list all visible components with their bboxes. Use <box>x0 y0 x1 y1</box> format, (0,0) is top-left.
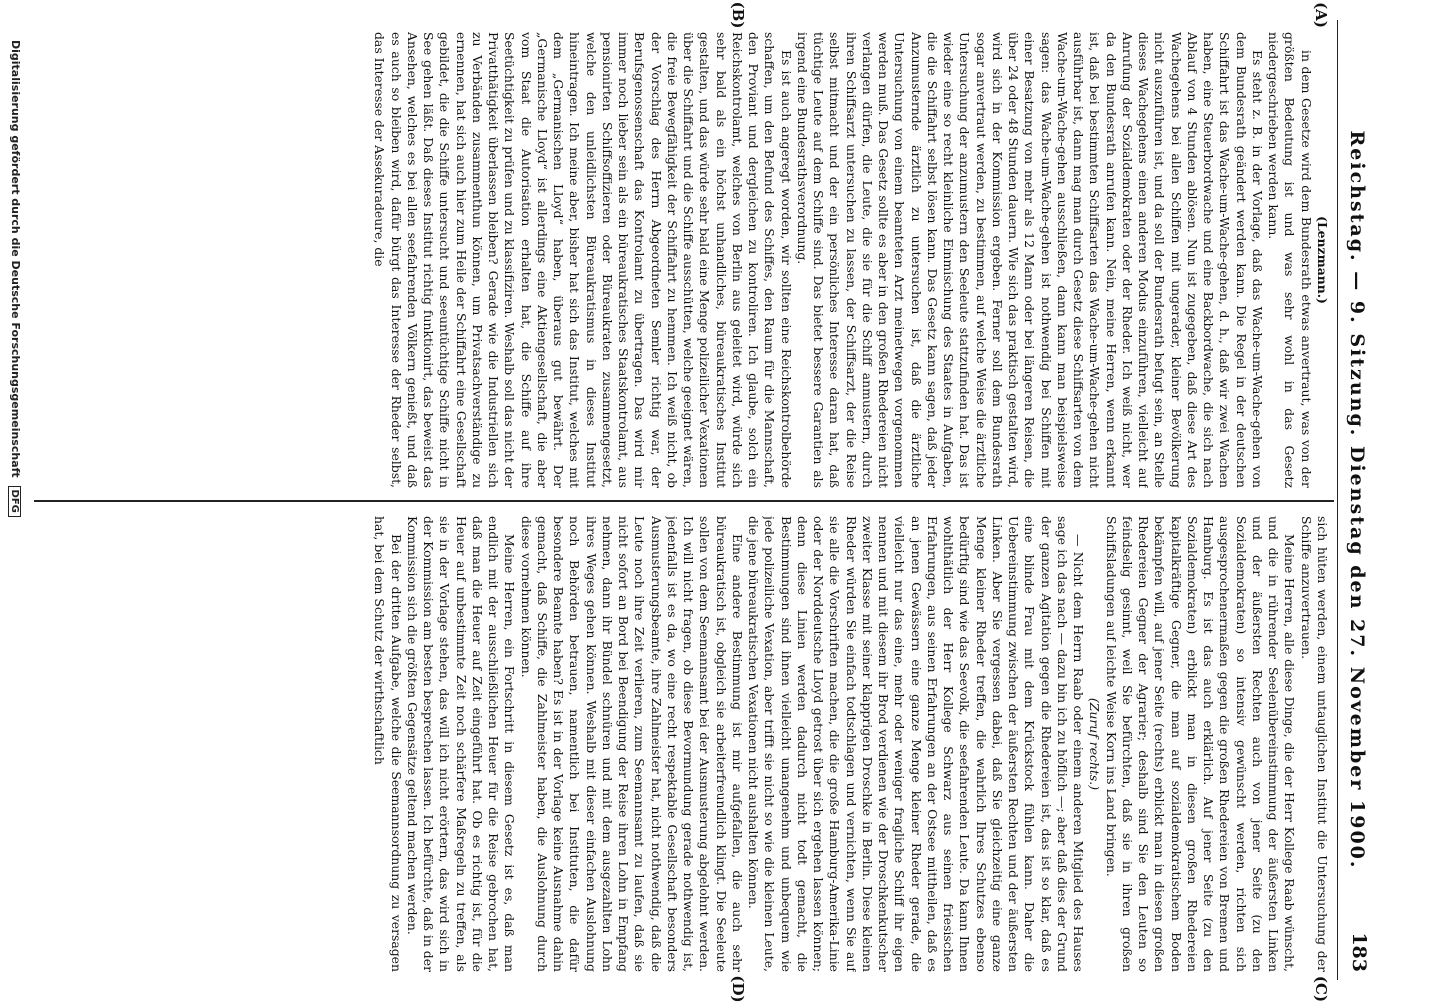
right-column <box>30 516 1330 972</box>
page-header <box>1340 20 1374 980</box>
page-number: 183 <box>1348 932 1370 972</box>
paragraph: Es steht z. B. in der Vorlage, daß das Wache-um-Wache-gehen von dem Bundesrath geändert werden kann. Die Regel in der deutschen Schiffahrt ist das Wache-um-Wache-gehen, d. h., daß wir zwei Wachen haben, eine Steuerbordwache und eine Backbordwache, die sich nach Ablauf von 4 Stunden ablösen. Nun ist zugegeben, daß diese Art des Wachegehens bei allen Schiffen mit ungerader, kleiner Bevölkerung nicht auszuführen ist, und da soll der Bundesrath befugt sein, an Stelle dieses Wachegehens einen anderen Modus einzuführen, vielleicht auf Anrufung der Sozialdemokraten oder der Rheder. Ich weiß nicht, wer da den Bundesrath anrufen kann. Nein, meine Herren, wenn erkannt ist, daß bei bestimmten Schiffsarten das Wache-um-Wache-gehen nicht ausführbar ist, dann mag man durch Gesetz diese Schiffsarten von dem Wache-um-Wache-gehen ausschließen, dann kann man beispielsweise sagen: das Wache-um-Wache-gehen ist nothwendig bei Schiffen mit einer Besatzung von mehr als 12 Mann oder bei längeren Reisen, die über 24 oder 48 Stunden dauern. Wie sich das praktisch gestalten wird, wird sich in der Kommission ergeben. Ferner soll dem Bundesrath sogar anvertraut werden, zu bestimmen, auf welche Weise die ärztliche Untersuchung der anzumustern den Seeleute stattzufinden hat. Das ist wieder eine so recht kleinliche Einmischung des Staates in Aufgaben, die die Schiffahrt selbst lösen kann. Das Gesetz kann sagen, daß jeder Anzumusternde ärztlich zu untersuchen ist, daß die ärztliche Untersuchung von einem beamteten Arzt meinetwegen vorgenommen werden muß. Das Gesetz sollte es aber in den großen Rhedereien nicht verlangen dürfen, die Leute, die sie für die Schiff anmustern, durch ihren Schiffsarzt untersuchen zu lassen, der Schiffsarzt, der die Reise selbst mitmacht und der ein persönliches Interesse daran hat, daß tüchtige Leute auf dem Schiffe sind. Das bietet bessere Garantien als irgend eine Bundesrathsverordnung. <box>795 32 1265 488</box>
paragraph: sich hüten werden, einem untauglichen Institut die Untersuchung der Schiffe anzuvertrauen. <box>1298 516 1330 972</box>
digitization-credit <box>8 40 22 940</box>
left-column <box>30 32 1330 488</box>
column-divider <box>34 500 1334 502</box>
running-title: Reichstag. — 9. Sitzung. Dienstag den 27. November 1900. <box>1346 130 1368 870</box>
credit-text: Digitalisierung gefördert durch die Deutsche Forschungsgemeinschaft <box>9 40 22 478</box>
dfg-logo: DFG <box>8 486 21 517</box>
paragraph: Es ist auch angeregt worden, wir sollten eine Reichskontrolbehörde schaffen, um den Befund des Schiffes, den Raum für die Mannschaft, den Proviant und dergleichen zu kontroliren. Ich glaube, solch ein Reichskontrolamt, welches von Berlin aus geleitet wird, würde sich sehr bald als ein höchst unhandliches, büreaukratisches Institut gestalten, und das würde sehr bald eine Menge polizeilicher Vexationen über die Schiffahrt und die Schiffe ausschütten, welche geeignet wären, die freie Bewegfähigkeit der Schiffahrt zu hemmen. Ich weiß nicht, ob der Vorschlag des Herrn Abgeordneten Semler richtig war, der Berufsgenossenschaft das Kontrolamt zu übertragen. Das wird mir immer noch lieber sein als ein büreaukratisches Staatskontrolamt, aus pensionirten Schiffsoffizieren oder Büreaukraten zusammengesetzt, welche den unleidlichsten Büreaukratismus in dieses Institut hineintragen. Ich meine aber, bisher hat sich das Institut, welches mit dem „Germanischen Lloyd“ haben, überaus gut bewährt. Der „Germanische Lloyd“ ist allerdings eine Aktiengesellschaft, die aber vom Staat die Autorisation erhalten hat, die Schiffe auf ihre Seetüchtigkeit zu prüfen und zu klassifiziren. Weshalb soll das nicht der Privatthätigkeit überlassen bleiben? Gerade wie die Industriellen sich zu Verbänden zusammenthun können, um Privatsachverständige zu ernennen, hat sich auch hier zum Heile der Schiffahrt eine Gesellschaft gebildet, die die Schiffe untersucht und seeuntüchtige Schiffe nicht in See gehen läßt. Daß dieses Institut richtig funktionirt, das beweist das Ansehen, welches es bei allen seefahrenden Völkern genießt, und daß es auch so bleiben wird, dafür bürgt das Interesse der Rheder selbst, das Interesse der Assekuradeure, die <box>372 32 794 488</box>
interjection: (Zuruf rechts.) <box>1087 697 1103 791</box>
margin-marker-c: (C) <box>1312 975 1330 1003</box>
margin-marker-a: (A) <box>1312 2 1330 28</box>
margin-marker-b: (B) <box>729 1 747 29</box>
paragraph: in dem Gesetze wird dem Bundesrath etwas anvertraut, was von der größten Bedeutung ist und was sehr wohl in das Gesetz niedergeschrieben werden kann. <box>1266 32 1314 488</box>
header-rule <box>1337 20 1338 980</box>
paragraph: Eine andere Bestimmung ist mir aufgefallen, die auch sehr büreaukratisch ist, obgleich sie arbeiterfreundlich klingt. Die Seeleute sollen von dem Seemannsamt bei der Ausmusterung abgelohnt werden. Ich will nicht fragen, ob diese Bevormundung gerade nothwendig ist, jedenfalls ist es da, wo eine recht respektable Gesellschaft besonders Ausmusterungsbeamte, ihre Zahlmeister hat, nicht nothwendig, daß die Leute noch ihre Zeit verlieren, zum Seemannsamt zu laufen, daß sie nicht sofort an Bord bei Beendigung der Reise ihren Lohn in Empfang nehmen, dann ihr Bündel schnüren und mit dem ausgezahlten Lohn ihres Weges gehen können. Weshalb mit dieser einfachen Auslohnung noch Behörden betrauen, namentlich bei Instituten, die dafür besondere Beamte haben? Es ist in der Vorlage keine Ausnahme dahin gemacht, daß Schiffe, die Zahlmeister haben, die Auslohnung durch diese vornehmen können. <box>518 516 745 972</box>
paragraph: Meine Herren, ein Fortschritt in diesem Gesetz ist es, daß man endlich mit der ausschließlichen Heuer für die Reise gebrochen hat, daß man die Heuer auf Zeit eingeführt hat. Ob es richtig ist, für die Heuer auf unbestimmte Zeit noch schärfere Maßregeln zu treffen, als sie in der Vorlage stehen, das will ich nicht erörtern, das wird sich in der Kommission am besten besprechen lassen. Ich befürchte, daß in der Kommission sich die größten Gegensätze geltend machen werden. <box>405 516 518 972</box>
speaker-name: (Lenzmann.) <box>1315 216 1330 304</box>
paragraph: — Nicht dem Herrn Raab oder einem anderen Mitglied des Hauses sage ich das nach — dazu bin ich zu höflich —; aber daß dies der Grund der ganzen Agitation gegen die Rhedereien ist, das ist so klar, daß es eine blinde Frau mit dem Krückstock fühlen kann. Daher die Uebereinstimmung zwischen der äußersten Rechten und der äußersten Linken. Aber Sie vergessen dabei, daß Sie gleichzeitig eine ganze Menge kleiner Rheder treffen, die wahrlich Ihres Schutzes ebenso bedürftig sind wie das Seevolk, die seefahrenden Leute. Da kann Ihnen wohlthätlich der Herr Kollege Schwarz aus seinen friesischen Erfahrungen, aus seinen Erfahrungen an der Ostsee mittheilen, daß es an jenen Gewässern eine ganze Menge kleiner Rheder gerade, die vielleicht nur das eine, mehr oder weniger fragliche Schiff ihr eigen nennen und mit diesem ihr Brod verdienen wie der Droschkenkutscher zweiter Klasse mit seiner klapprigen Droschke in Berlin. Diese kleinen Rheder würden Sie einfach todtschlagen und vernichten, wenn Sie auf sie alle die Vorschriften machen, die die große Hamburg-Amerika-Linie oder der Norddeutsche Lloyd getrost über sich ergehen lassen können; denn diese Linien werden dadurch nicht todt gemacht, die Bestimmungen sind ihnen vielleicht unangenehm und unbequem wie jede polizeiliche Vexation, aber trifft sie nicht so wie die kleinen Leute, die jene büreaukratischen Vexationen nicht aushalten können. <box>746 516 1087 972</box>
margin-marker-d: (D) <box>729 975 747 1003</box>
paragraph: Bei der dritten Aufgabe, welche die Seemannsordnung zu versagen hat, bei dem Schutz der wirthschaftlich <box>372 516 404 972</box>
paragraph: Meine Herren, alle diese Dinge, die der Herr Kollege Raab wünscht, und die in rührender Seelenübereinstimmung der äußersten Linken und der äußersten Rechten auch von jener Seite (zu den Sozialdemokraten) so intensiv gewünscht werden, richten sich ausgesprochenermaßen gegen die großen Rhedereien von Bremen und Hamburg. Es ist das auch erklärlich. Auf jener Seite (zu den Sozialdemokraten) erblickt man in diesen großen Rhedereien kapitalkräftige Gegner, die man auf sozialdemokratischem Boden bekämpfen will, auf jener Seite (rechts) erblickt man in diesen großen Rhedereien Gegner der Agrarier; deshalb sind Sie den Leuten so feindselig gesinnt, weil Sie befürchten, daß sie in ihren großen Schiffsladungen auf leichte Weise Korn ins Land bringen. <box>1103 516 1298 972</box>
